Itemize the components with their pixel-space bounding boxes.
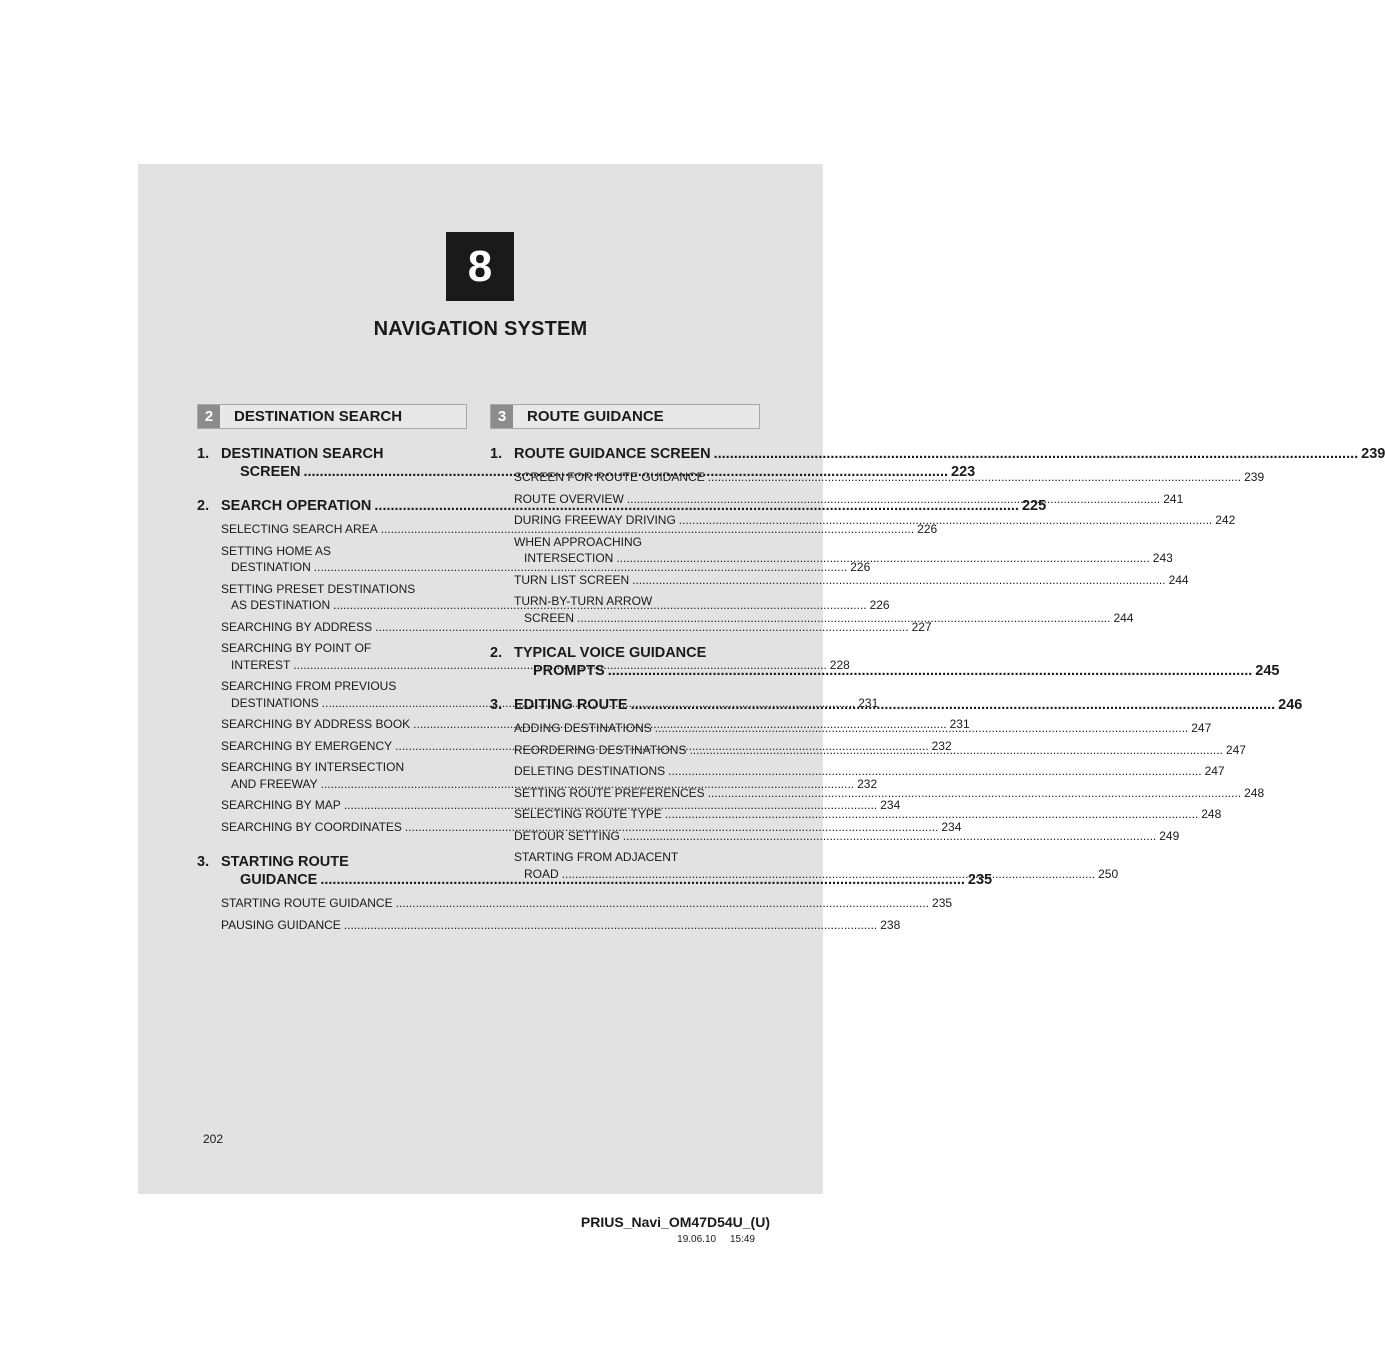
toc-entry-route-guidance-screen[interactable] [490, 445, 1385, 463]
toc-entry-number: 3. [197, 854, 210, 870]
toc-entry-number: 2. [197, 498, 210, 514]
section-number: 2 [198, 405, 220, 428]
toc-subentry[interactable]: SELECTING SEARCH AREA ..... 226 [221, 521, 467, 538]
section-number: 3 [491, 405, 513, 428]
toc-subentry[interactable]: ROUTE OVERVIEW ..... 241 [514, 491, 760, 508]
toc-subentry[interactable]: SEARCHING BY INTERSECTION AND FREEWAY ..... 232 [221, 759, 467, 792]
toc-subentry[interactable]: SCREEN FOR ROUTE GUIDANCE ..... 239 [514, 469, 760, 486]
toc-subentry[interactable]: SEARCHING BY MAP ..... 234 [221, 797, 467, 814]
toc-entry-title: STARTING ROUTE [221, 854, 349, 870]
section-header-route-guidance [490, 404, 760, 429]
toc-subentry[interactable]: TURN-BY-TURN ARROW SCREEN ..... 244 [514, 593, 760, 626]
toc-subentry[interactable]: STARTING FROM ADJACENT ROAD ..... 250 [514, 849, 760, 882]
document-id: PRIUS_Navi_OM47D54U_(U) [580, 1214, 770, 1230]
toc-entry-number: 1. [490, 446, 503, 462]
toc-entry-title: SEARCH OPERATION [221, 498, 372, 514]
toc-page-number: 223 [951, 464, 976, 480]
section-title: ROUTE GUIDANCE [527, 408, 664, 425]
toc-subentry[interactable]: SEARCHING BY POINT OF INTEREST ..... 228 [221, 640, 467, 673]
toc-subentry[interactable]: TURN LIST SCREEN ..... 244 [514, 572, 760, 589]
toc-subentry[interactable]: DELETING DESTINATIONS ..... 247 [514, 763, 760, 780]
toc-sublist [197, 895, 953, 933]
page-number: 202 [203, 1132, 224, 1146]
document-timestamp: 19.06.10 15:49 [677, 1234, 755, 1245]
toc-entry-number: 2. [490, 645, 503, 661]
toc-subentry[interactable]: DURING FREEWAY DRIVING ..... 242 [514, 512, 760, 529]
toc-page-number: 235 [967, 872, 993, 888]
toc-page-number: 245 [1255, 663, 1280, 679]
toc-page-number: 239 [1361, 446, 1385, 462]
toc-subentry[interactable]: ADDING DESTINATIONS ..... 247 [514, 720, 760, 737]
toc-entry-title: DESTINATION SEARCH [221, 446, 384, 462]
toc-entry-search-operation[interactable] [197, 497, 1047, 515]
toc-subentry[interactable]: STARTING ROUTE GUIDANCE ..... 235 [221, 895, 467, 912]
chapter-number-box: 8 [446, 232, 514, 301]
toc-subentry[interactable]: SEARCHING BY ADDRESS ..... 227 [221, 619, 467, 636]
chapter-title: NAVIGATION SYSTEM [373, 318, 588, 340]
section-header-destination-search [197, 404, 467, 429]
section-title: DESTINATION SEARCH [234, 408, 403, 425]
toc-entry-number: 1. [197, 446, 210, 462]
toc-entry-title-cont: PROMPTS [533, 663, 605, 679]
toc-subentry[interactable]: SETTING HOME AS DESTINATION ..... 226 [221, 543, 467, 576]
toc-entry-number: 3. [490, 697, 503, 713]
toc-subentry[interactable]: SETTING PRESET DESTINATIONS AS DESTINATION ..... 226 [221, 581, 467, 614]
toc-subentry[interactable]: SELECTING ROUTE TYPE ..... 248 [514, 806, 760, 823]
toc-subentry[interactable]: SETTING ROUTE PREFERENCES ..... 248 [514, 785, 760, 802]
toc-entry-title: ROUTE GUIDANCE SCREEN [514, 446, 711, 462]
toc-page-number: 246 [1278, 697, 1303, 713]
toc-subentry[interactable]: WHEN APPROACHING INTERSECTION ..... 243 [514, 534, 760, 567]
toc-subentry[interactable]: DETOUR SETTING ..... 249 [514, 828, 760, 845]
toc-subentry[interactable]: REORDERING DESTINATIONS ..... 247 [514, 742, 760, 759]
toc-entry-title: EDITING ROUTE [514, 697, 628, 713]
toc-subentry[interactable]: PAUSING GUIDANCE ..... 238 [221, 917, 467, 934]
toc-entry-title: TYPICAL VOICE GUIDANCE [514, 645, 707, 661]
toc-entry-title-cont: SCREEN [240, 464, 301, 480]
toc-subentry[interactable]: SEARCHING BY EMERGENCY ..... 232 [221, 738, 467, 755]
toc-subentry[interactable]: SEARCHING BY COORDINATES ..... 234 [221, 819, 467, 836]
toc-page-number: 225 [1021, 498, 1047, 514]
toc-entry-editing-route[interactable] [490, 696, 1303, 714]
toc-subentry[interactable]: SEARCHING FROM PREVIOUS DESTINATIONS ..... 231 [221, 678, 467, 711]
toc-entry-title-cont: GUIDANCE [240, 872, 318, 888]
toc-subentry[interactable]: SEARCHING BY ADDRESS BOOK ..... 231 [221, 716, 467, 733]
